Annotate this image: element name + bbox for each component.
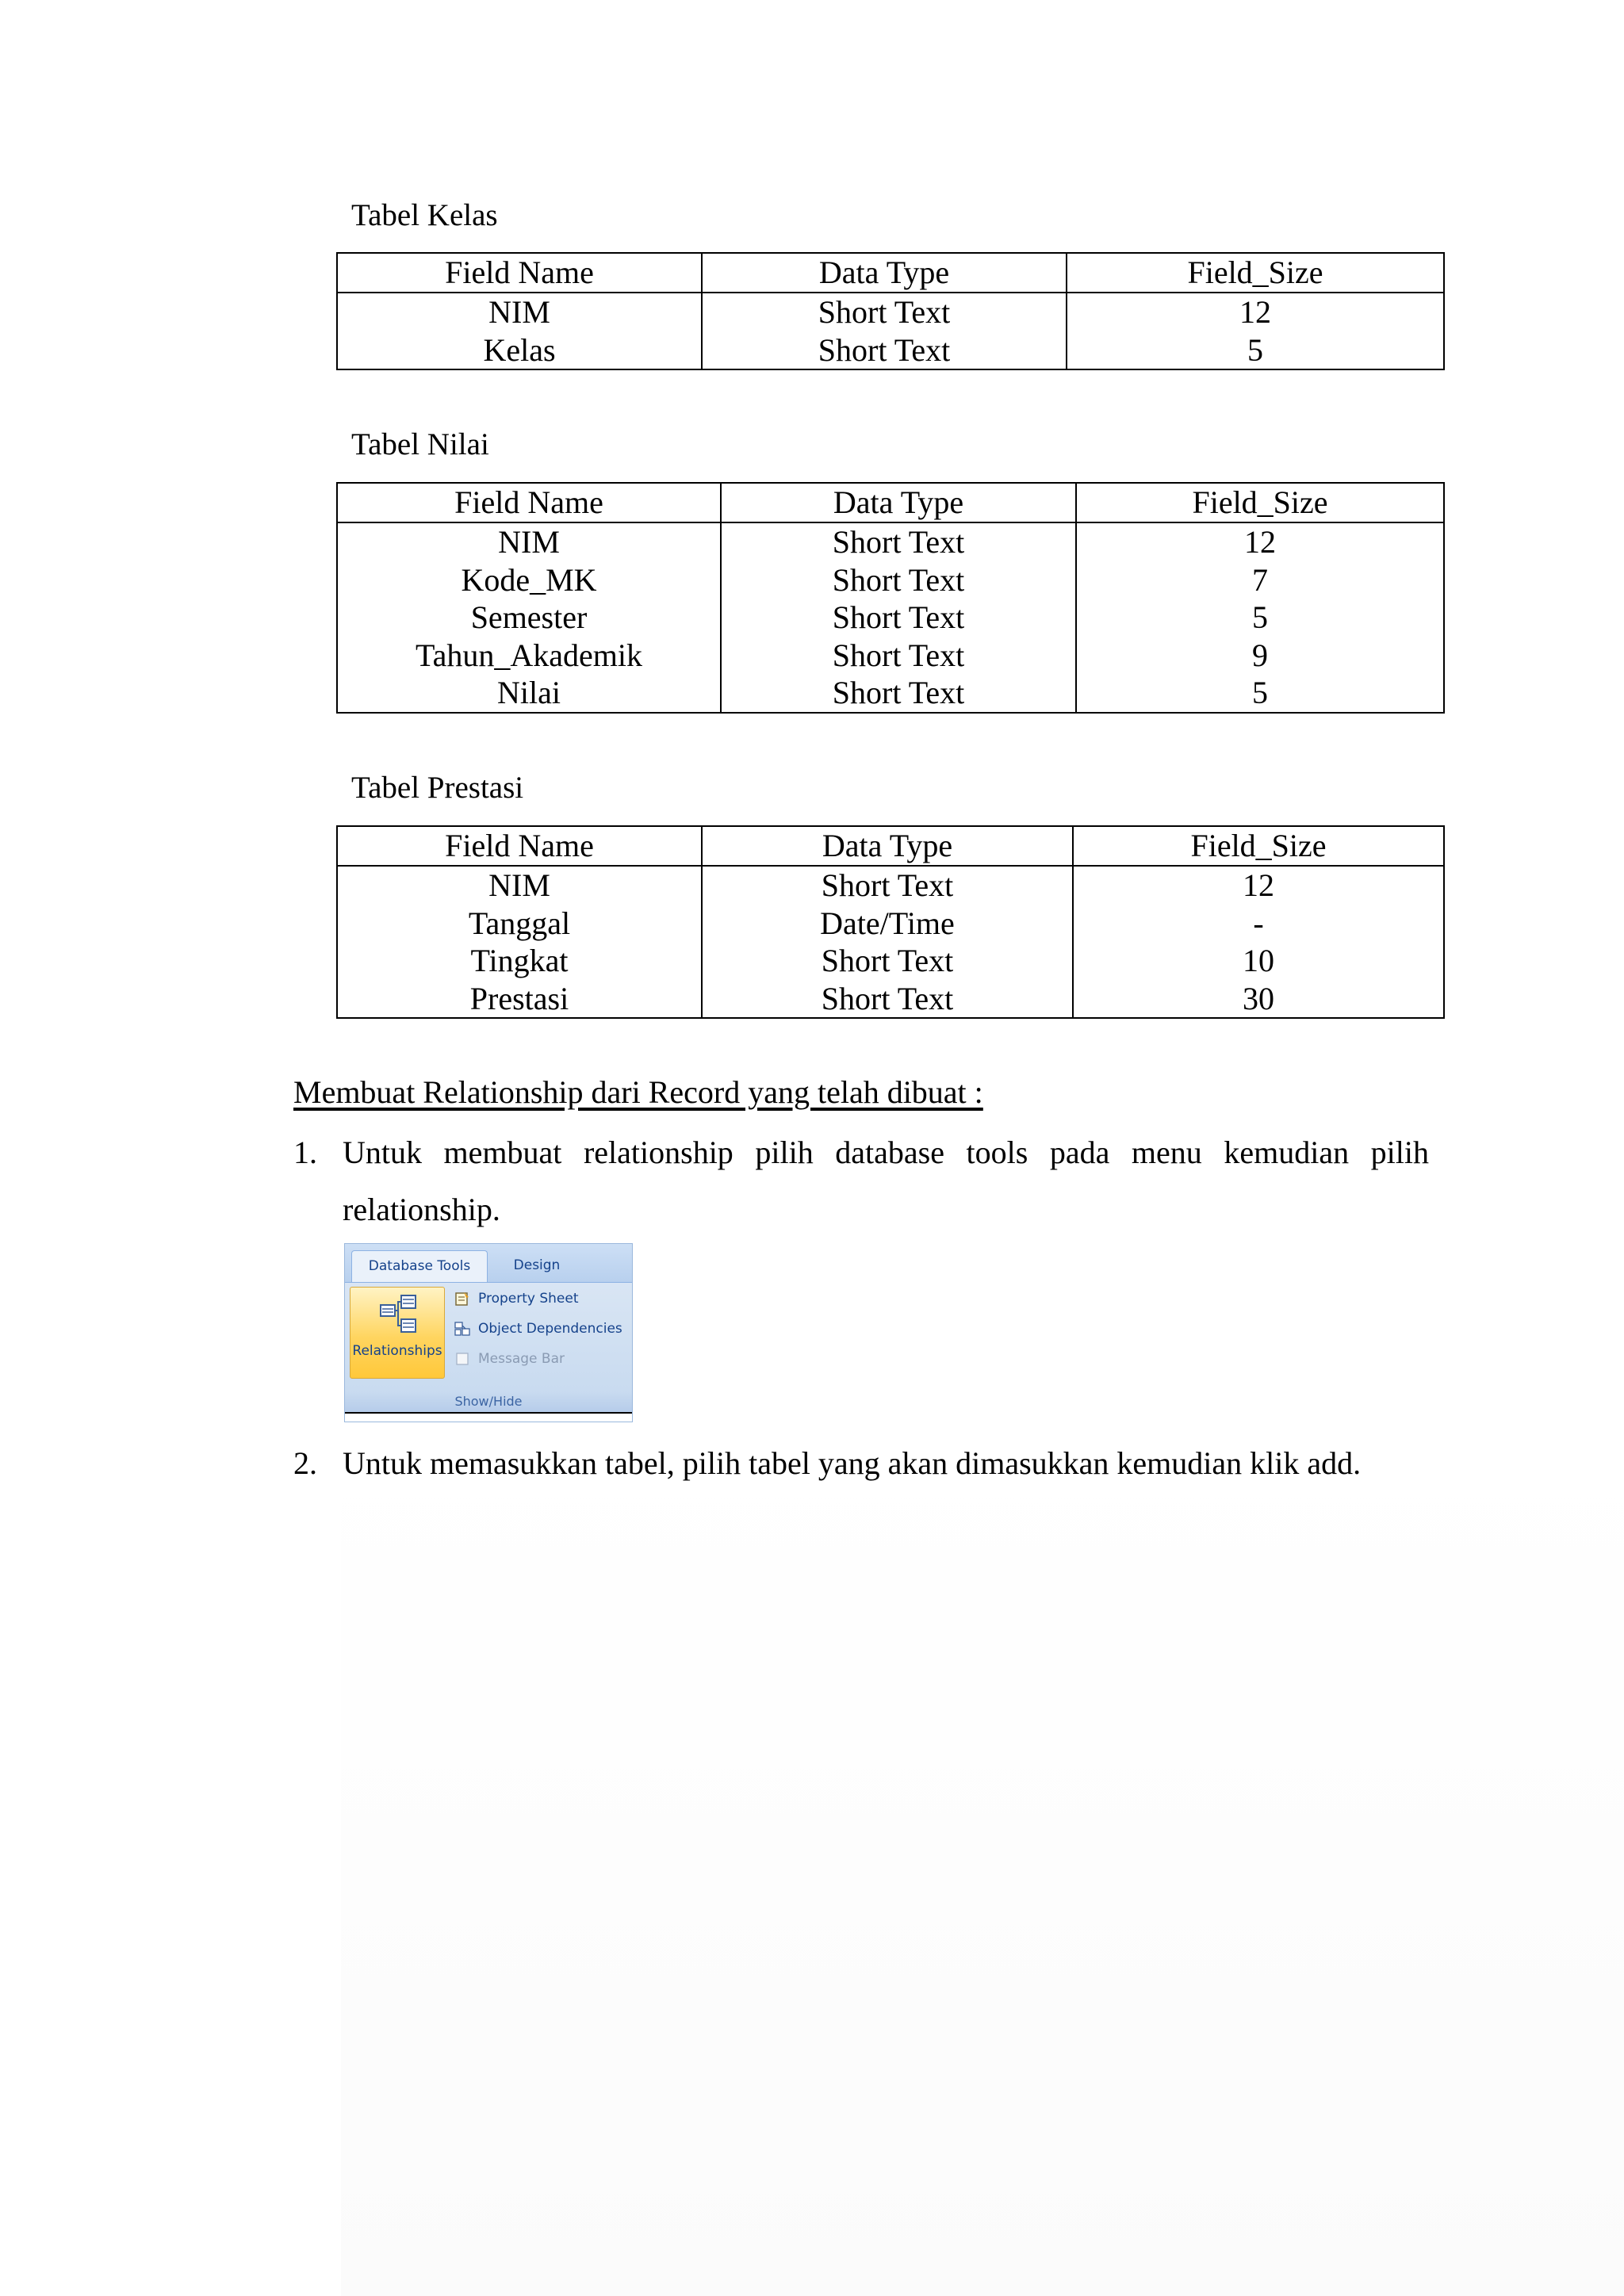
table-row [337,599,1444,637]
message-bar-checkbox[interactable] [451,1347,565,1371]
header-field-size: Field_Size [1076,483,1444,522]
property-sheet-label: Property Sheet [478,1291,579,1307]
table-row [337,980,1444,1019]
cell-field-size: 12 [1076,522,1444,561]
step-text: Untuk membuat relationship pilih database tools pada menu kemudian pilih relationship. [343,1135,1429,1227]
object-dependencies-command[interactable] [451,1317,622,1341]
tab-design[interactable]: Design [513,1257,561,1273]
table-caption-prestasi: Tabel Prestasi [351,771,524,805]
table-caption-kelas: Tabel Kelas [351,198,498,232]
step-number: 2. [293,1445,317,1481]
header-field-size: Field_Size [1067,253,1444,293]
header-data-type: Data Type [702,826,1073,866]
table-row [337,331,1444,370]
table-row [337,293,1444,331]
cell-data-type: Short Text [702,331,1067,370]
cell-field-name: Tingkat [337,942,702,980]
cell-field-name: Semester [337,599,721,637]
cell-field-size: - [1073,905,1444,943]
relationships-icon [379,1294,417,1338]
cell-field-size: 9 [1076,637,1444,675]
table-header-row [337,826,1444,866]
cell-field-size: 12 [1067,293,1444,331]
cell-data-type: Short Text [721,522,1076,561]
list-item [293,1124,1429,1243]
page-background-panel [341,1443,1624,2296]
cell-field-name: Prestasi [337,980,702,1019]
cell-field-size: 5 [1067,331,1444,370]
message-bar-label: Message Bar [478,1351,565,1367]
cell-data-type: Short Text [702,866,1073,905]
table-row [337,637,1444,675]
table-header-row [337,253,1444,293]
cell-field-size: 5 [1076,599,1444,637]
header-field-name: Field Name [337,253,702,293]
object-dependencies-label: Object Dependencies [478,1321,622,1337]
table-row [337,905,1444,943]
cell-field-name: NIM [337,293,702,331]
cell-field-name: NIM [337,866,702,905]
ribbon-tab-bar [345,1244,632,1283]
tab-database-tools[interactable]: Database Tools [351,1250,488,1282]
object-dependencies-icon [454,1321,470,1337]
relationships-button[interactable] [350,1287,445,1379]
table-caption-nilai: Tabel Nilai [351,427,489,461]
table-row [337,866,1444,905]
header-data-type: Data Type [721,483,1076,522]
table-row [337,522,1444,561]
cell-field-size: 10 [1073,942,1444,980]
table-nilai [336,482,1445,714]
header-data-type: Data Type [702,253,1067,293]
header-field-name: Field Name [337,483,721,522]
cell-field-name: Kelas [337,331,702,370]
section-heading: Membuat Relationship dari Record yang telah dibuat : [293,1074,983,1110]
cell-data-type: Date/Time [702,905,1073,943]
cell-field-size: 5 [1076,674,1444,713]
cell-data-type: Short Text [702,293,1067,331]
property-sheet-command[interactable] [451,1287,579,1311]
cell-data-type: Short Text [702,942,1073,980]
table-row [337,674,1444,713]
step-text: Untuk memasukkan tabel, pilih tabel yang akan dimasukkan kemudian klik add. [343,1445,1362,1481]
relationships-label: Relationships [352,1343,442,1359]
ribbon-group-label: Show/Hide [345,1391,632,1412]
table-prestasi [336,825,1445,1019]
cell-field-name: Tahun_Akademik [337,637,721,675]
table-row [337,561,1444,599]
cell-field-name: Tanggal [337,905,702,943]
cell-data-type: Short Text [702,980,1073,1019]
header-field-size: Field_Size [1073,826,1444,866]
cell-field-name: Nilai [337,674,721,713]
cell-field-name: NIM [337,522,721,561]
cell-field-size: 30 [1073,980,1444,1019]
cell-field-name: Kode_MK [337,561,721,599]
cell-field-size: 12 [1073,866,1444,905]
table-header-row [337,483,1444,522]
table-row [337,942,1444,980]
property-sheet-icon [454,1291,470,1307]
ribbon-screenshot [344,1243,633,1422]
cell-data-type: Short Text [721,561,1076,599]
step-number: 1. [293,1135,317,1170]
cell-field-size: 7 [1076,561,1444,599]
cell-data-type: Short Text [721,637,1076,675]
table-kelas [336,252,1445,370]
cell-data-type: Short Text [721,599,1076,637]
checkbox-icon [454,1351,470,1367]
header-field-name: Field Name [337,826,702,866]
ribbon-bottom-edge [345,1412,632,1422]
cell-data-type: Short Text [721,674,1076,713]
